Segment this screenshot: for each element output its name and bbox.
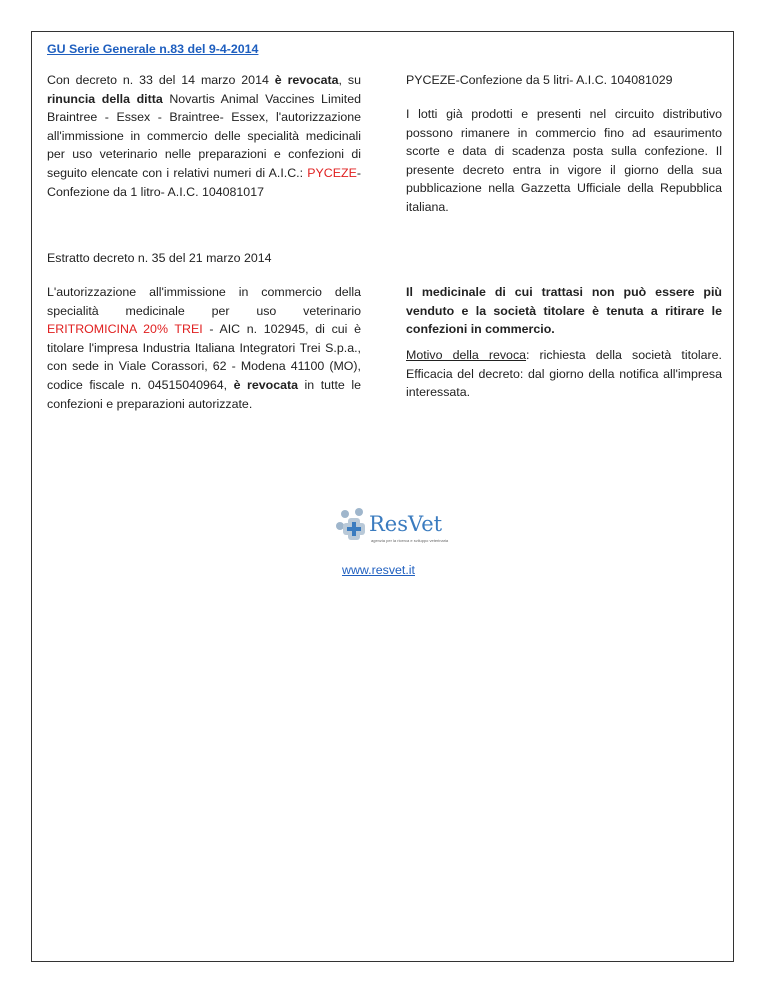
withdrawal-notice: Il medicinale di cui trattasi non può essere più venduto e la società titolare è tenuta a ritirare le confezioni in commercio. <box>406 285 722 337</box>
decree-33-paragraph: Con decreto n. 33 del 14 marzo 2014 è revocata, su rinuncia della ditta Novartis Animal Vaccines Limited Braintree - Essex - Braintree- Essex, l'autorizzazione all'immissione in commercio delle specialità medicinali per uso veterinario nelle preparazioni e confezioni di seguito elencate con i relativi numeri di A.I.C.: PYCEZE-Confezione da 1 litro- A.I.C. 104081017 <box>47 73 361 199</box>
resvet-logo-text: ResVet <box>369 512 443 536</box>
decree-35-paragraph: L'autorizzazione all'immissione in commercio della specialità medicinale per uso veterinario ERITROMICINA 20% TREI - AIC n. 102945, di cui è titolare l'impresa Industria Italiana Integratori Trei S.p.a., con sede in Viale Corassori, 62 - Modena 41100 (MO), codice fiscale n. 04515040964, è revocata in tutte le confezioni e preparazioni autorizzate. <box>47 285 361 411</box>
decree-35-heading: Estratto decreto n. 35 del 21 marzo 2014 <box>47 251 272 265</box>
lots-paragraph: I lotti già prodotti e presenti nel circuito distributivo possono rimanere in commercio fino ad esaurimento scorte e data di scadenza posta sulla confezione. Il presente decreto entra in vigore il giorno della sua pubblicazione nella Gazzetta Ufficiale della Repubblica italiana. <box>406 107 722 214</box>
resvet-logo <box>335 506 449 548</box>
resvet-logo-tagline: agenzia per la ricerca e sviluppo veterinaria <box>371 538 449 543</box>
revocation-motive-paragraph: Motivo della revoca: richiesta della società titolare. Efficacia del decreto: dal giorno della notifica all'impresa interessata. <box>406 348 723 400</box>
pyceze-5l-line: PYCEZE-Confezione da 5 litri- A.I.C. 104081029 <box>406 73 673 87</box>
gazette-header-link[interactable]: GU Serie Generale n.83 del 9-4-2014 <box>47 42 259 56</box>
product-name-eritromicina: ERITROMICINA 20% TREI <box>47 322 203 337</box>
resvet-website-link[interactable]: www.resvet.it <box>342 563 415 577</box>
product-name-pyceze: PYCEZE <box>307 165 357 180</box>
